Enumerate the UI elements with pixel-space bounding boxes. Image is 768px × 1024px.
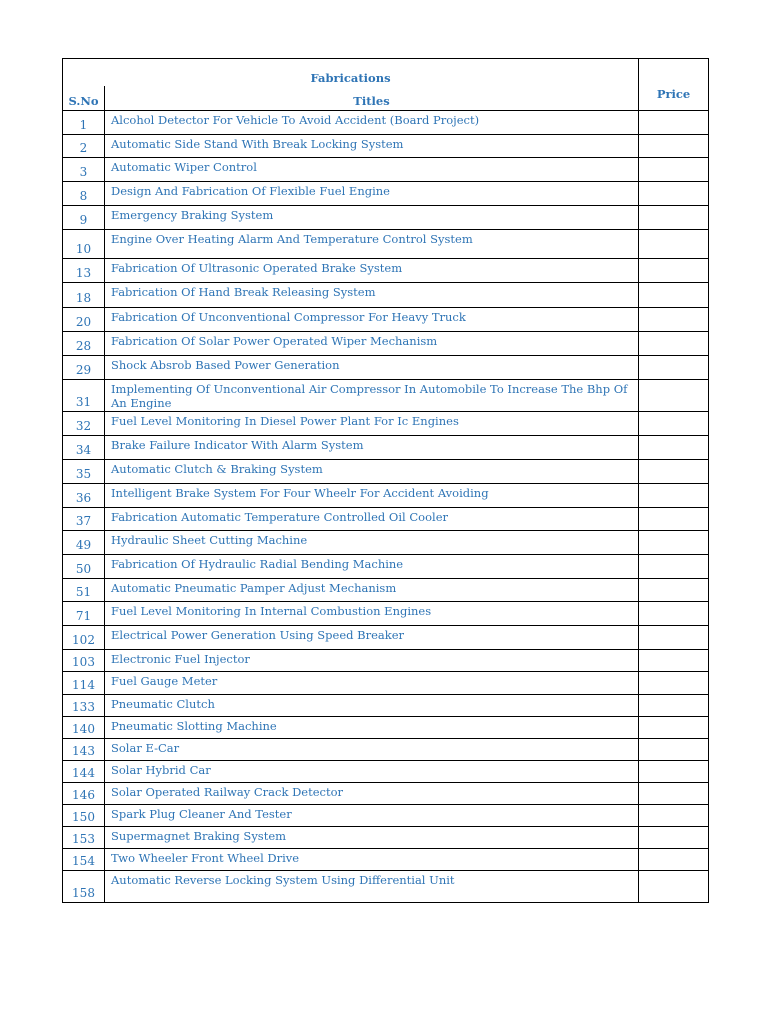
serial-number-cell: 140 [63,716,105,738]
table-row [63,507,709,530]
serial-number-cell: 29 [63,355,105,379]
table-row [63,716,709,738]
price-cell [639,716,709,738]
price-cell [639,110,709,134]
header-row [63,86,709,110]
serial-number-cell: 18 [63,282,105,307]
table-row [63,307,709,331]
serial-number-cell: 50 [63,554,105,578]
table-row [63,435,709,459]
price-cell [639,530,709,554]
price-cell [639,229,709,258]
serial-number-cell: 49 [63,530,105,554]
price-cell [639,738,709,760]
table-row [63,181,709,205]
title-cell: Electrical Power Generation Using Speed Breaker [105,625,639,649]
title-cell: Fabrication Of Hydraulic Radial Bending Machine [105,554,639,578]
table-row [63,738,709,760]
serial-number-cell: 133 [63,694,105,716]
price-cell [639,507,709,530]
price-cell [639,459,709,483]
title-cell: Automatic Wiper Control [105,157,639,181]
price-cell [639,671,709,694]
table-row [63,258,709,282]
table-row [63,671,709,694]
price-cell [639,554,709,578]
serial-number-cell: 35 [63,459,105,483]
table-row [63,826,709,848]
title-cell: Solar E-Car [105,738,639,760]
table-row [63,411,709,435]
table-row [63,331,709,355]
serial-number-cell: 153 [63,826,105,848]
title-cell: Fabrication Automatic Temperature Controlled Oil Cooler [105,507,639,530]
title-cell: Fuel Level Monitoring In Internal Combustion Engines [105,601,639,625]
title-cell: Intelligent Brake System For Four Wheelr For Accident Avoiding [105,483,639,507]
price-cell [639,826,709,848]
price-cell [639,870,709,902]
title-cell: Emergency Braking System [105,205,639,229]
serial-number-cell: 3 [63,157,105,181]
title-cell: Automatic Clutch & Braking System [105,459,639,483]
serial-number-cell: 103 [63,649,105,671]
fabrications-table [62,58,709,903]
table-row [63,649,709,671]
price-cell [639,181,709,205]
title-cell: Two Wheeler Front Wheel Drive [105,848,639,870]
title-cell: Automatic Side Stand With Break Locking System [105,134,639,157]
serial-number-cell: 2 [63,134,105,157]
price-cell [639,625,709,649]
serial-number-cell: 36 [63,483,105,507]
title-cell: Supermagnet Braking System [105,826,639,848]
price-cell [639,782,709,804]
table-caption: Fabrications [63,59,639,87]
serial-number-cell: 13 [63,258,105,282]
price-cell [639,649,709,671]
serial-number-cell: 34 [63,435,105,459]
title-cell: Pneumatic Slotting Machine [105,716,639,738]
serial-number-cell: 9 [63,205,105,229]
price-cell [639,848,709,870]
price-header: Price [639,59,709,111]
title-cell: Hydraulic Sheet Cutting Machine [105,530,639,554]
serial-number-cell: 158 [63,870,105,902]
sno-header: S.No [63,86,105,110]
price-cell [639,355,709,379]
table-row [63,625,709,649]
serial-number-cell: 8 [63,181,105,205]
title-cell: Fabrication Of Hand Break Releasing System [105,282,639,307]
title-cell: Brake Failure Indicator With Alarm System [105,435,639,459]
price-cell [639,307,709,331]
serial-number-cell: 143 [63,738,105,760]
serial-number-cell: 71 [63,601,105,625]
title-cell: Solar Hybrid Car [105,760,639,782]
table-row [63,355,709,379]
price-cell [639,435,709,459]
title-cell: Engine Over Heating Alarm And Temperature Control System [105,229,639,258]
title-cell: Spark Plug Cleaner And Tester [105,804,639,826]
serial-number-cell: 102 [63,625,105,649]
serial-number-cell: 146 [63,782,105,804]
table-row [63,694,709,716]
title-cell: Implementing Of Unconventional Air Compressor In Automobile To Increase The Bhp Of An Engine [105,379,639,411]
title-cell: Automatic Pneumatic Pamper Adjust Mechanism [105,578,639,601]
table-row [63,483,709,507]
price-cell [639,760,709,782]
table-row [63,804,709,826]
table-row [63,134,709,157]
table-row [63,157,709,181]
title-cell: Shock Absrob Based Power Generation [105,355,639,379]
table-row [63,229,709,258]
price-cell [639,379,709,411]
price-cell [639,157,709,181]
price-cell [639,258,709,282]
title-cell: Automatic Reverse Locking System Using Differential Unit [105,870,639,902]
price-cell [639,411,709,435]
caption-row [63,59,709,87]
title-cell: Fuel Level Monitoring In Diesel Power Plant For Ic Engines [105,411,639,435]
serial-number-cell: 32 [63,411,105,435]
title-cell: Fuel Gauge Meter [105,671,639,694]
table-row [63,459,709,483]
title-cell: Alcohol Detector For Vehicle To Avoid Accident (Board Project) [105,110,639,134]
table-row [63,578,709,601]
title-cell: Fabrication Of Ultrasonic Operated Brake System [105,258,639,282]
table-row [63,282,709,307]
table-row [63,205,709,229]
price-cell [639,483,709,507]
table-row [63,870,709,902]
serial-number-cell: 144 [63,760,105,782]
table-row [63,848,709,870]
table-row [63,760,709,782]
table-row [63,379,709,411]
title-cell: Design And Fabrication Of Flexible Fuel Engine [105,181,639,205]
price-cell [639,694,709,716]
title-cell: Electronic Fuel Injector [105,649,639,671]
title-cell: Pneumatic Clutch [105,694,639,716]
table-row [63,601,709,625]
serial-number-cell: 10 [63,229,105,258]
price-cell [639,578,709,601]
serial-number-cell: 150 [63,804,105,826]
serial-number-cell: 37 [63,507,105,530]
table-row [63,554,709,578]
serial-number-cell: 28 [63,331,105,355]
table-body [63,59,709,903]
serial-number-cell: 1 [63,110,105,134]
title-cell: Fabrication Of Solar Power Operated Wiper Mechanism [105,331,639,355]
title-cell: Fabrication Of Unconventional Compressor For Heavy Truck [105,307,639,331]
price-cell [639,804,709,826]
title-cell: Solar Operated Railway Crack Detector [105,782,639,804]
price-cell [639,601,709,625]
serial-number-cell: 51 [63,578,105,601]
price-cell [639,331,709,355]
serial-number-cell: 154 [63,848,105,870]
serial-number-cell: 20 [63,307,105,331]
table-row [63,110,709,134]
serial-number-cell: 31 [63,379,105,411]
table-row [63,530,709,554]
table-row [63,782,709,804]
price-cell [639,134,709,157]
price-cell [639,205,709,229]
titles-header: Titles [105,86,639,110]
price-cell [639,282,709,307]
serial-number-cell: 114 [63,671,105,694]
